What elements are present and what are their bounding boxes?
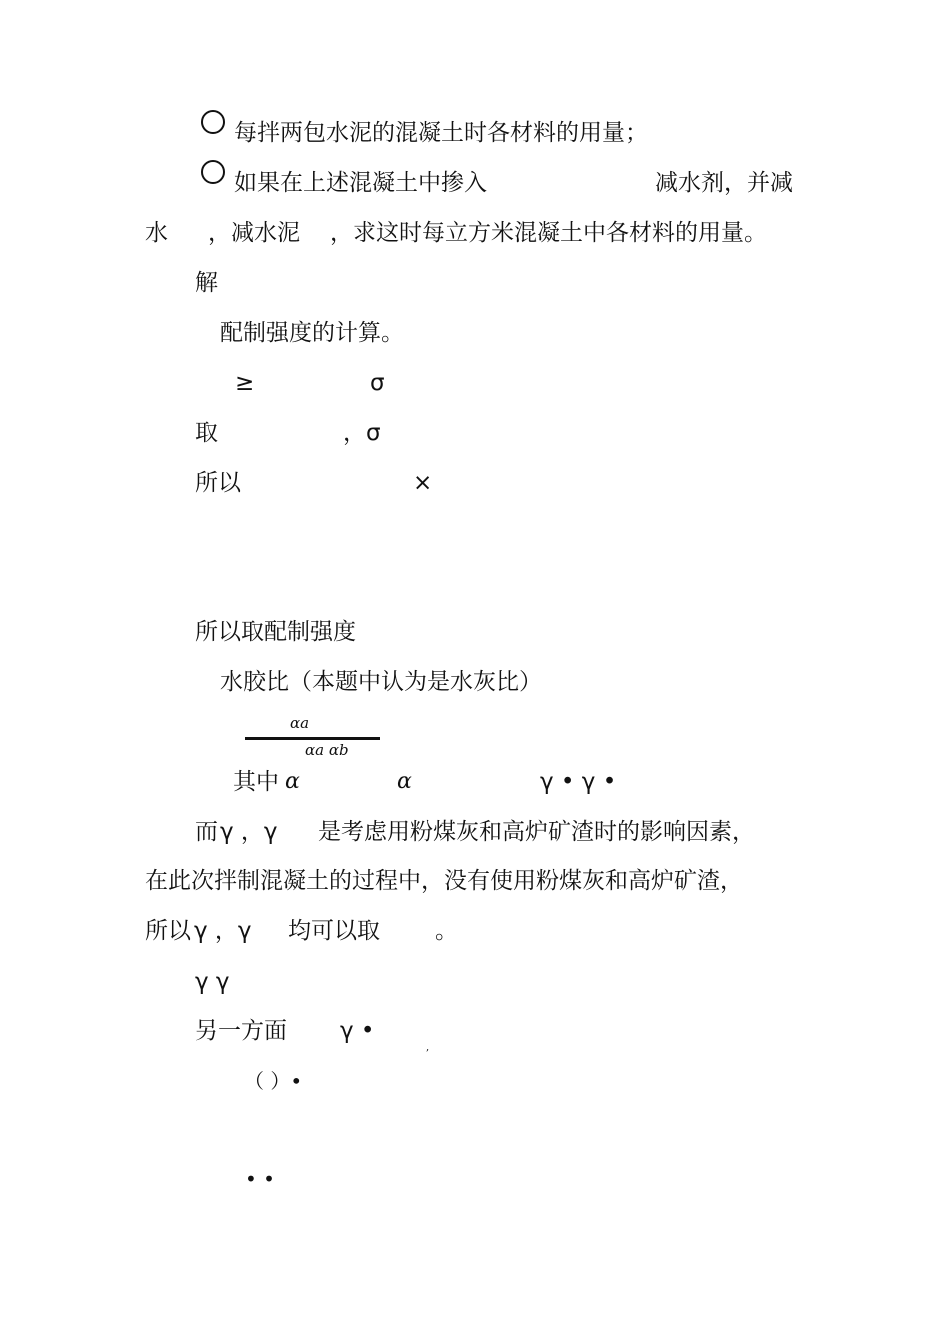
tiny-comma: ,	[426, 1042, 430, 1053]
solution-label: 解	[195, 270, 218, 296]
and-label: 而	[195, 819, 218, 845]
circled-number-3	[201, 160, 225, 184]
gamma-pair: γ γ	[195, 969, 230, 995]
alpha-b-symbol: α	[397, 769, 412, 794]
take-label: 取	[195, 420, 218, 446]
take-design-strength: 所以取配制强度	[195, 619, 356, 645]
on-the-other-hand: 另一方面	[195, 1018, 287, 1044]
alpha-a-symbol: α	[285, 769, 300, 794]
gamma-row: γ • γ •	[540, 769, 617, 795]
step-1-heading: 配制强度的计算。	[220, 320, 404, 346]
item-3-text-c3: ，求这时每立方米混凝土中各材料的用量。	[330, 220, 767, 246]
item-3-text-c1: 水	[145, 220, 168, 246]
greater-equal-symbol: ≥	[235, 370, 255, 396]
item-3-text-c2: ，减水泥	[208, 220, 300, 246]
influence-factor-text: 是考虑用粉煤灰和高炉矿渣时的影响因素，	[318, 819, 755, 845]
gamma-f-gamma-s: γ ，γ	[220, 819, 278, 845]
no-fly-ash-text: 在此次拌制混凝土的过程中，没有使用粉煤灰和高炉矿渣，	[145, 868, 743, 894]
gamma-dot: γ •	[340, 1018, 375, 1044]
circled-number-2	[201, 110, 225, 134]
step-2-heading: 水胶比（本题中认为是水灰比）	[220, 669, 542, 695]
fraction-bar	[245, 737, 380, 740]
fraction-numerator: αa	[290, 714, 310, 732]
sigma-symbol: σ	[370, 370, 385, 396]
therefore-label-2: 所以	[145, 918, 191, 944]
gamma-f-gamma-s-2: γ ，γ	[194, 918, 252, 944]
period: 。	[435, 918, 458, 944]
comma-sigma: ，σ	[343, 420, 381, 446]
fraction-denominator: αa αb	[305, 741, 349, 759]
item-2-text: 每拌两包水泥的混凝土时各材料的用量；	[234, 120, 648, 146]
parenthesis-row: （ ）•	[244, 1069, 303, 1093]
dots-row: • •	[245, 1167, 275, 1191]
item-3-text-a: 如果在上述混凝土中掺入	[234, 170, 487, 196]
item-3-text-b: 减水剂，并减	[655, 170, 793, 196]
therefore-label: 所以	[195, 470, 241, 496]
both-can-take: 均可以取	[288, 918, 380, 944]
times-symbol: ×	[413, 470, 433, 496]
where-label: 其中	[233, 769, 279, 795]
